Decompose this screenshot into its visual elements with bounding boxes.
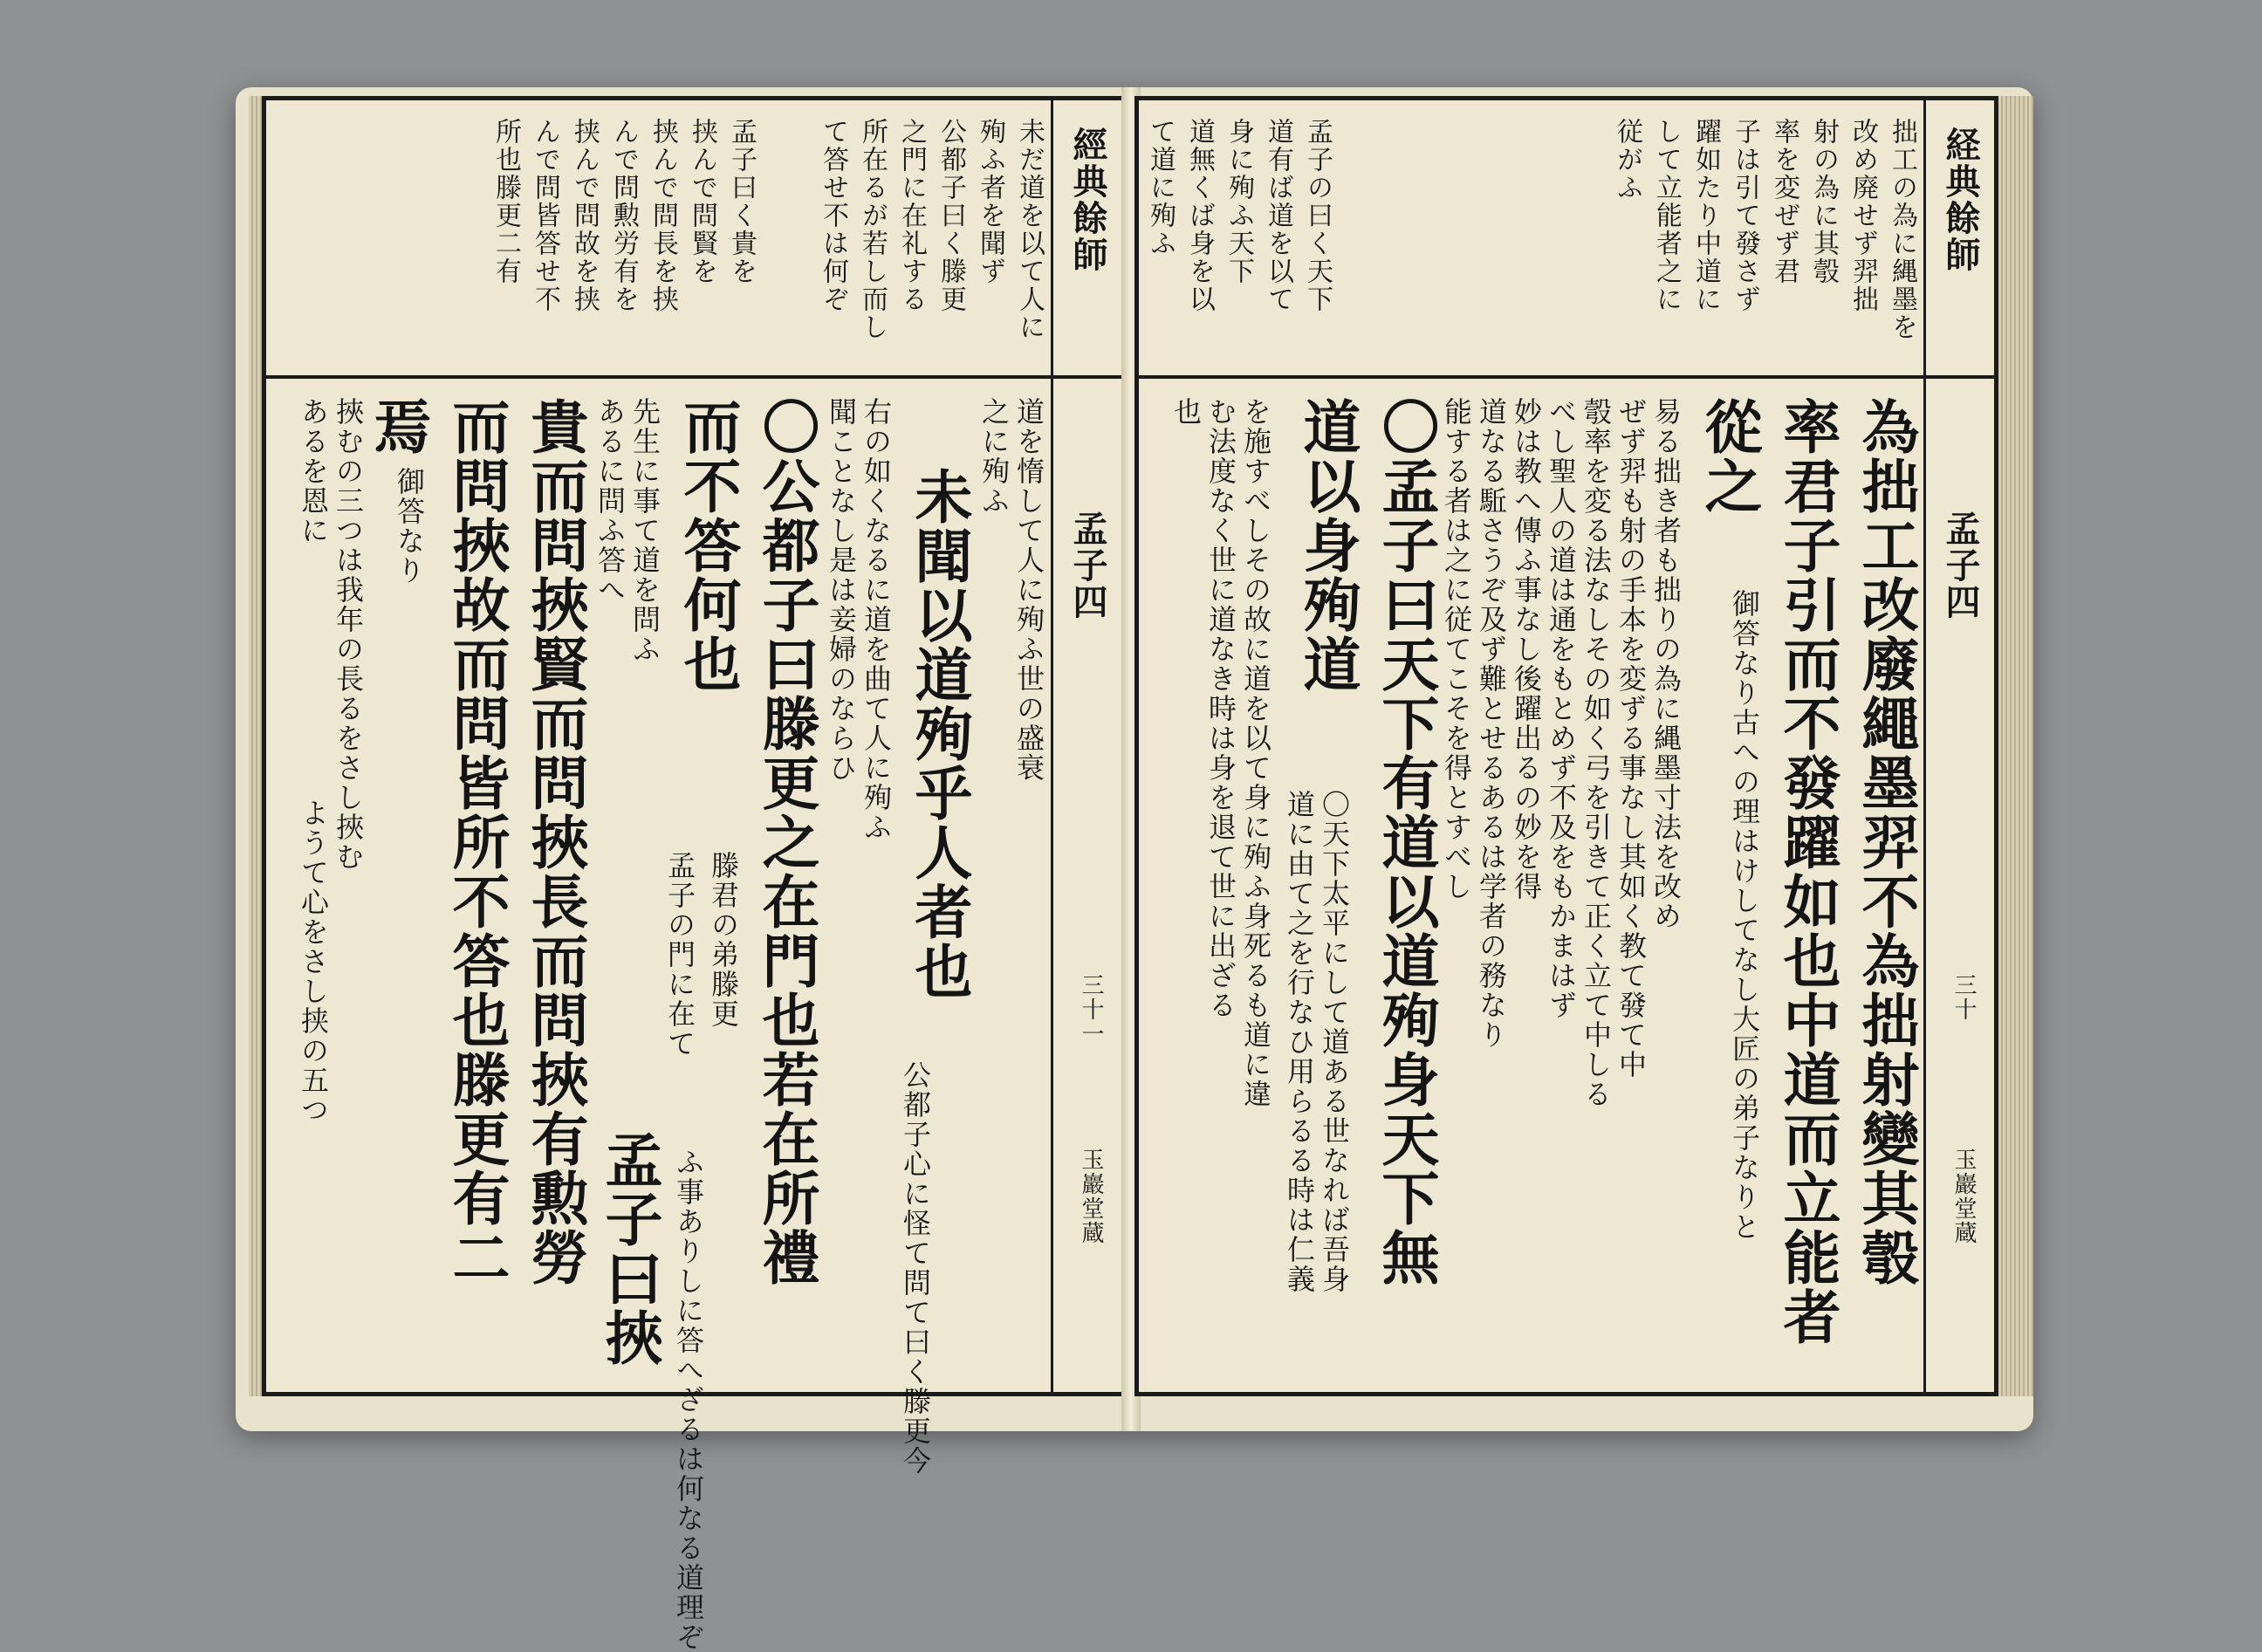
main-text-column: 而不答何也 (674, 397, 741, 694)
main-text-column: 孟子曰挾 (595, 1130, 662, 1368)
gloss-line: 率を変ぜず君 (1769, 118, 1799, 285)
margin-chapter: 孟子四 (1067, 511, 1108, 620)
right-page (1134, 96, 1998, 1396)
commentary-line: 妙は教へ傳ふ事なし後躍出るの妙を得 (1510, 397, 1543, 901)
gloss-line: 孟子の曰く天下 (1302, 118, 1333, 313)
gloss-line: 挟んで問長を挟 (648, 118, 678, 313)
commentary-line: を施すべしその故に道を以て身に殉ふ身死るも道に違 (1239, 397, 1272, 1109)
gloss-line: 子は引て發さず (1730, 118, 1760, 313)
commentary-line: 御答なり古への理はけしてなし大匠の弟子なりと (1728, 589, 1761, 1242)
gloss-line: 躍如たり中道に (1690, 118, 1721, 313)
commentary-line: 能する者は之に従てこそを得とすべし (1440, 397, 1473, 901)
gloss-line: 道無くば身を以 (1184, 118, 1215, 313)
gloss-line: 挟んで問賢を (687, 118, 717, 285)
main-text-column: 從之 (1695, 397, 1762, 516)
commentary-line: 道に由て之を行なひ用らるる時は仁義 (1283, 790, 1316, 1294)
margin-rule (1051, 100, 1053, 1392)
main-text-column: 道以身殉道 (1293, 397, 1361, 694)
gloss-line: 未だ道を以て人に (1014, 118, 1045, 341)
commentary-line: 也 (1169, 397, 1203, 427)
commentary-line: べし聖人の道は通をもとめず不及をもかまはず (1545, 397, 1578, 1020)
gloss-line: て答せ不は何ぞ (818, 118, 848, 313)
gloss-line: 身に殉ふ天下 (1224, 118, 1254, 285)
commentary-line: 道を惰して人に殉ふ世の盛衰 (1012, 397, 1045, 783)
gloss-line: して立能者之に (1651, 118, 1682, 313)
commentary-line: 易る拙き者も拙りの為に縄墨寸法を改め (1649, 397, 1683, 931)
commentary-line: 右の如くなるに道を曲て人に殉ふ (860, 397, 893, 842)
gloss-line: て道に殉ふ (1145, 118, 1176, 257)
left-page (262, 96, 1126, 1652)
main-text-column: 〇孟子曰天下有道以道殉身天下無 (1372, 397, 1439, 1287)
gloss-line: 拙工の為に縄墨を (1887, 118, 1917, 341)
gloss-line: 之門に在礼する (896, 118, 927, 313)
margin-title: 經典餘師 (1067, 127, 1108, 273)
upper-register-rule (1139, 375, 1994, 379)
commentary-line: 公都子心に怪て問て曰く滕更今 (899, 1060, 932, 1476)
gloss-line: 所在るが若し而し (857, 118, 888, 341)
commentary-line: 先生に事て道を問ふ (628, 397, 661, 664)
margin-rule (1923, 100, 1926, 1392)
upper-register-rule (266, 375, 1121, 379)
margin-publisher: 玉巖堂蔵 (1950, 1148, 1977, 1245)
commentary-line: ぜず羿も射の手本を変ずる事なし其如く教て發て中 (1614, 397, 1648, 1080)
commentary-line: 彀率を変る法なしその如く弓を引きて正く立て中しる (1580, 397, 1613, 1109)
gloss-line: 道有ば道を以て (1263, 118, 1293, 313)
gloss-line: 殉ふ者を聞ず (975, 118, 1005, 285)
margin-chapter: 孟子四 (1940, 511, 1981, 620)
main-text-column: 而問挾故而問皆所不答也滕更有二 (442, 397, 510, 1287)
commentary-line: 〇天下太平にして道ある世なれば吾身 (1318, 790, 1351, 1294)
gloss-line: 公都子曰く滕更 (936, 118, 966, 313)
gloss-line: 挟んで問故を挟 (569, 118, 600, 313)
commentary-line: 孟子の門に在て (663, 851, 696, 1059)
margin-page: 三十一 (1078, 973, 1104, 1046)
commentary-line: む法度なく世に道なき時は身を退て世に出ざる (1204, 397, 1237, 1020)
gloss-line: 所也滕更二有 (490, 118, 521, 285)
page-edges-right (1994, 96, 2033, 1396)
margin-publisher: 玉巖堂蔵 (1078, 1148, 1104, 1245)
gloss-line: 孟子曰く貴を (726, 118, 757, 285)
commentary-line: 滕君の弟滕更 (707, 851, 740, 1029)
commentary-line: ようて心をさし挟の五つ (297, 799, 330, 1125)
main-text-column: 貴而問挾賢而問挾長而問挾有勲勞 (521, 397, 588, 1287)
main-text-column: 率君子引而不發躍如也中道而立能者 (1773, 397, 1840, 1347)
commentary-line: 之に殉ふ (977, 397, 1011, 516)
margin-page: 三十 (1950, 973, 1977, 1022)
commentary-line: 道なる駈さうぞ及ず難とせるあるは学者の務なり (1475, 397, 1508, 1050)
commentary-line: あるに問ふ答へ (593, 397, 627, 605)
commentary-line: 聞ことなし是は妾婦のならひ (825, 397, 858, 783)
gloss-line: んで問勲労有を (608, 118, 639, 313)
gloss-line: 射の為に其彀 (1808, 118, 1839, 285)
main-text-column: 〇公都子曰滕更之在門也若在所禮 (752, 397, 819, 1287)
commentary-line: ふ事ありしに答へざるは何なる道理ぞ (672, 1148, 705, 1652)
gloss-line: 従がふ (1612, 118, 1642, 202)
commentary-line: 御答なり (393, 467, 426, 586)
main-text-column: 為拙工改廢繩墨羿不為拙射變其彀 (1852, 397, 1919, 1287)
gloss-line: んで問皆答せ不 (530, 118, 560, 313)
gloss-line: 改め廃せず羿拙 (1847, 118, 1878, 313)
margin-title: 経典餘師 (1940, 127, 1981, 273)
commentary-line: あるを恩に (297, 397, 330, 545)
commentary-line: 挾むの三つは我年の長るをさし挾む (332, 397, 365, 872)
main-text-column: 焉 (364, 397, 431, 456)
main-text-column: 未聞以道殉乎人者也 (905, 467, 972, 1001)
